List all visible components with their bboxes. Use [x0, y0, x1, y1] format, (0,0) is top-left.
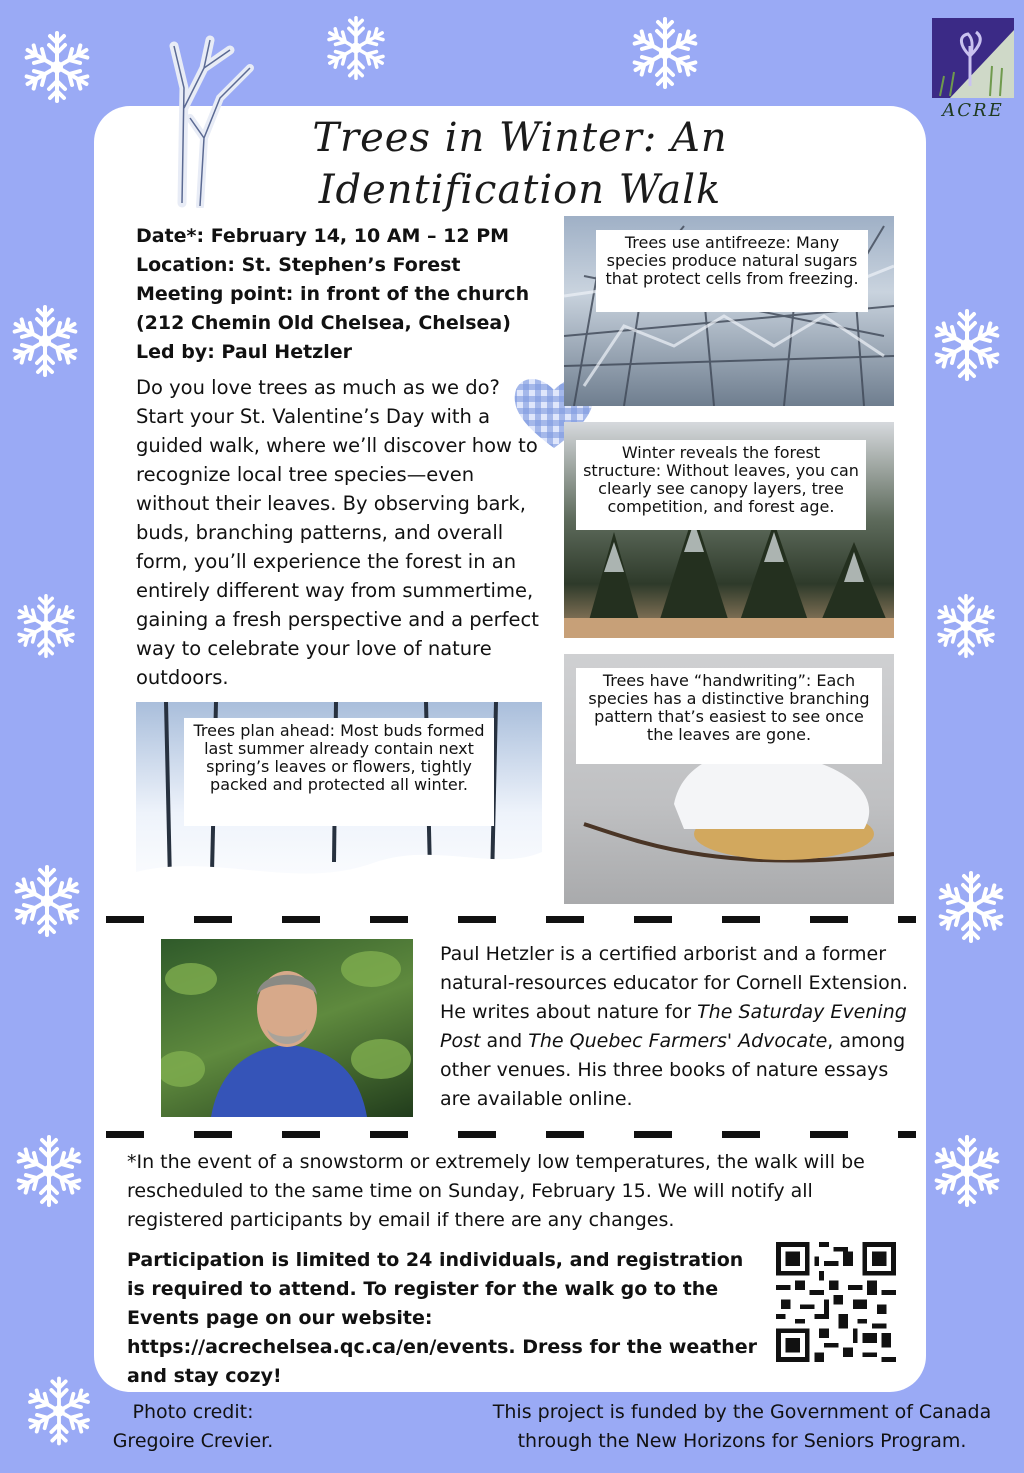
- photo-portrait: [161, 939, 413, 1117]
- snowflake-icon: [926, 862, 1016, 952]
- fact-caption: Trees have “handwriting”: Each species has a distinctive branching pattern that’s easiest to see once the leaves are gone.: [576, 668, 882, 764]
- title-line: Trees in Winter: An: [312, 115, 728, 161]
- event-info: [136, 222, 556, 367]
- funding-note: [476, 1398, 1008, 1456]
- bio-text: , among other venues. His three books of nature essays are available online.: [440, 1030, 906, 1110]
- snowflake-icon: [4, 1126, 94, 1216]
- event-meeting-point: Meeting point: in front of the church: [136, 283, 530, 305]
- bio-text: Paul Hetzler is a certified arborist and a former natural-resources educator for Cornell Extension. He writes about nature for: [440, 943, 908, 1023]
- photo-credit-line: Photo credit:: [132, 1401, 254, 1423]
- bio-publication: The Saturday Evening Post: [440, 1001, 907, 1052]
- title-line: Identification Walk: [318, 167, 722, 213]
- event-leader: Led by: Paul Hetzler: [136, 341, 352, 363]
- event-address: (212 Chemin Old Chelsea, Chelsea): [136, 312, 511, 334]
- bio-text: and: [480, 1030, 529, 1052]
- snowflake-icon: [922, 300, 1012, 390]
- snowflake-icon: [16, 1368, 102, 1454]
- registration-info: Participation is limited to 24 individuals, and registration is required to attend. To register for the walk go to the Events page on our website: https://acrechelsea.qc.ca/en/events. Dress for the weather and stay cozy!: [127, 1249, 758, 1387]
- event-date: Date*: February 14, 10 AM – 12 PM: [136, 225, 510, 247]
- snowflake-icon: [922, 1126, 1012, 1216]
- snowflake-icon: [6, 586, 86, 666]
- snowflake-icon: [2, 856, 92, 946]
- snowflake-icon: [12, 22, 102, 112]
- funding-line: This project is funded by the Government of Canada: [492, 1401, 992, 1423]
- bio-paragraph: [440, 940, 910, 1114]
- tree-illustration: [160, 28, 270, 208]
- snowflake-icon: [926, 586, 1006, 666]
- intro-paragraph: Do you love trees as much as we do? Start your St. Valentine’s Day with a guided walk, where we’ll discover how to recognize local tree species—even without their leaves. By observing bark, buds, branching patterns, and overall form, you’ll experience the forest in an entirely different way from summertime, gaining a fresh perspective and a perfect way to celebrate your love of nature outdoors.: [136, 376, 539, 689]
- logo-text: ACRE: [942, 100, 1004, 121]
- page-title: [300, 112, 740, 216]
- photo-credit-line: Gregoire Crevier.: [112, 1430, 274, 1452]
- divider: [106, 916, 916, 923]
- weather-note: *In the event of a snowstorm or extremely low temperatures, the walk will be rescheduled to the same time on Sunday, February 15. We will notify all registered participants by email if there are any changes.: [127, 1151, 865, 1231]
- snowflake-icon: [620, 8, 710, 98]
- event-location: Location: St. Stephen’s Forest: [136, 254, 461, 276]
- funding-line: through the New Horizons for Seniors Program.: [517, 1430, 967, 1452]
- fact-caption: Trees use antifreeze: Many species produce natural sugars that protect cells from freezing.: [596, 230, 868, 312]
- fact-caption: Winter reveals the forest structure: Without leaves, you can clearly see canopy layers, tree competition, and forest age.: [576, 440, 866, 530]
- divider: [106, 1131, 916, 1138]
- snowflake-icon: [0, 296, 90, 386]
- fact-caption: Trees plan ahead: Most buds formed last summer already contain next spring’s leaves or flowers, tightly packed and protected all winter.: [184, 718, 494, 826]
- snowflake-icon: [316, 8, 396, 88]
- qr-code[interactable]: [776, 1242, 896, 1362]
- acre-logo: [930, 16, 1016, 124]
- bio-publication: The Quebec Farmers' Advocate: [528, 1030, 828, 1052]
- photo-credit: [100, 1398, 286, 1456]
